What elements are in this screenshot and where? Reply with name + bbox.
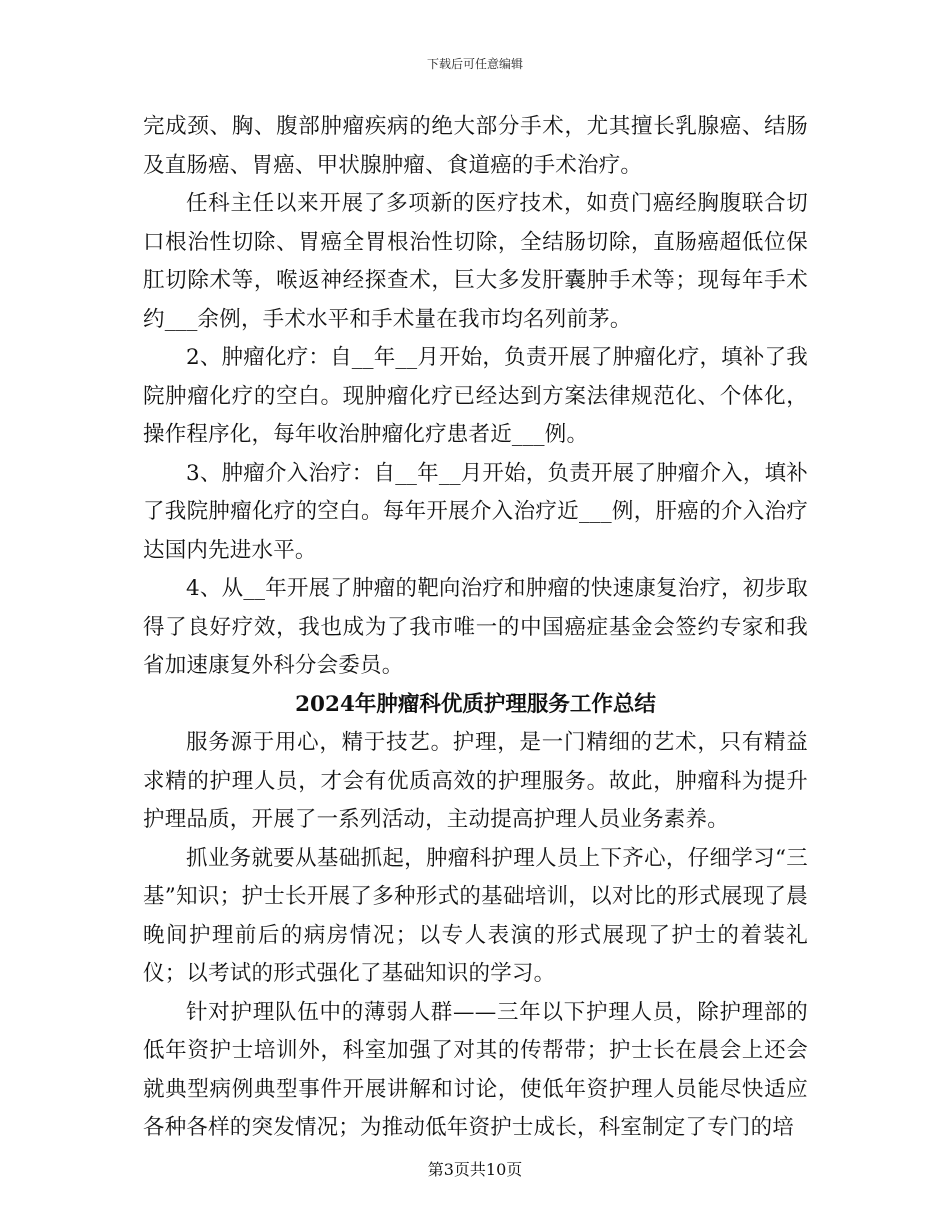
- paragraph-6: 服务源于用心，精于技艺。护理，是一门精细的艺术，只有精益求精的护理人员，才会有优质高效的护理服务。故此，肿瘤科为提升护理品质，开展了一系列活动，主动提高护理人员业务素养。: [143, 730, 808, 832]
- paragraph-1: 完成颈、胸、腹部肿瘤疾病的绝大部分手术，尤其擅长乳腺癌、结肠及直肠癌、胃癌、甲状腺肿瘤、食道癌的手术治疗。: [143, 114, 808, 178]
- paragraph-2: 任科主任以来开展了多项新的医疗技术，如贲门癌经胸腹联合切口根治性切除、胃癌全胃根治性切除，全结肠切除，直肠癌超低位保肛切除术等，喉返神经探查术，巨大多发肝囊肿手术等；现每年手术约___余例，手术水平和手术量在我市均名列前茅。: [143, 191, 808, 332]
- page-header: 下载后可任意编辑: [426, 57, 523, 71]
- paragraph-3: 2、肿瘤化疗：自__年__月开始，负责开展了肿瘤化疗，填补了我院肿瘤化疗的空白。现肿瘤化疗已经达到方案法律规范化、个体化，操作程序化，每年收治肿瘤化疗患者近___例。: [143, 345, 808, 447]
- document-body: [143, 108, 808, 1148]
- paragraph-7: 抓业务就要从基础抓起，肿瘤科护理人员上下齐心，仔细学习“三基”知识；护士长开展了多种形式的基础培训，以对比的形式展现了晨晚间护理前后的病房情况；以专人表演的形式展现了护士的着装礼仪；以考试的形式强化了基础知识的学习。: [143, 845, 808, 986]
- section-title: 2024年肿瘤科优质护理服务工作总结: [295, 691, 656, 717]
- page-footer: 第3页共10页: [427, 1160, 523, 1179]
- paragraph-8: 针对护理队伍中的薄弱人群——三年以下护理人员，除护理部的低年资护士培训外，科室加强了对其的传帮带；护士长在晨会上还会就典型病例典型事件开展讲解和讨论，使低年资护理人员能尽快适应各种各样的突发情况；为推动低年资护士成长，科室制定了专门的培: [143, 999, 808, 1140]
- paragraph-4: 3、肿瘤介入治疗：自__年__月开始，负责开展了肿瘤介入，填补了我院肿瘤化疗的空白。每年开展介入治疗近___例，肝癌的介入治疗达国内先进水平。: [143, 460, 808, 563]
- paragraph-5: 4、从__年开展了肿瘤的靶向治疗和肿瘤的快速康复治疗，初步取得了良好疗效，我也成为了我市唯一的中国癌症基金会签约专家和我省加速康复外科分会委员。: [143, 576, 808, 678]
